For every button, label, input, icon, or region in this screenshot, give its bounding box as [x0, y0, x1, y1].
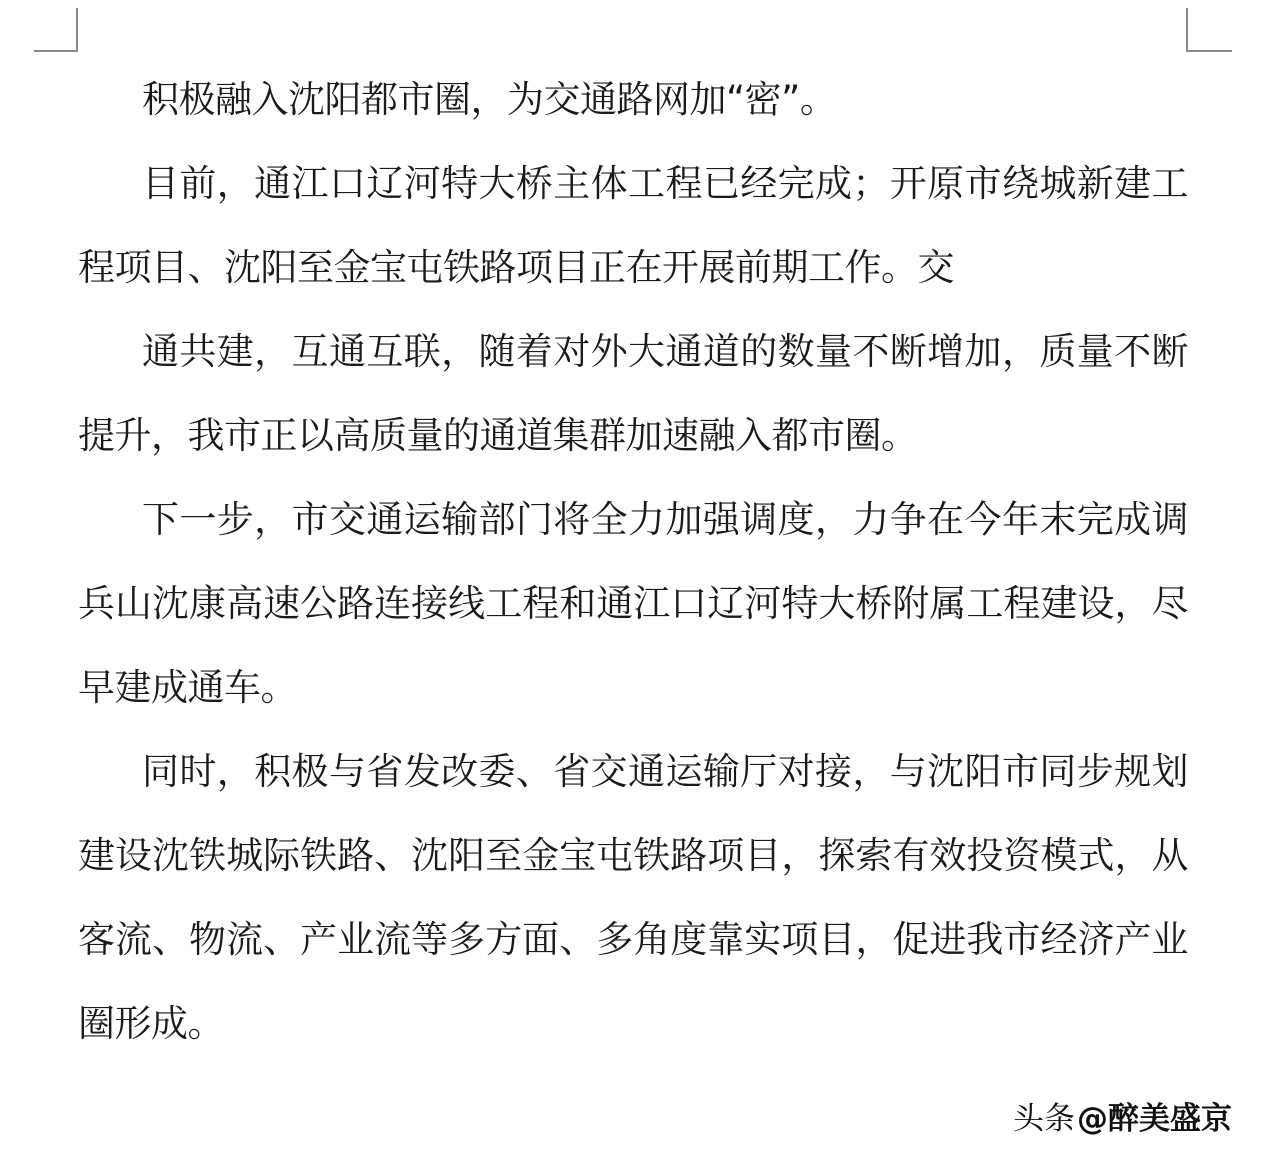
page-corner-mark-top-right [1186, 8, 1232, 52]
watermark [1013, 1090, 1232, 1140]
paragraph-2: 目前，通江口辽河特大桥主体工程已经完成；开原市绕城新建工程项目、沈阳至金宝屯铁路项目正在开展前期工作。交 [78, 162, 1188, 289]
watermark-handle: @醉美盛京 [1077, 1100, 1232, 1137]
page-corner-mark-top-left [34, 8, 78, 52]
paragraph-5: 同时，积极与省发改委、省交通运输厅对接，与沈阳市同步规划建设沈铁城际铁路、沈阳至金宝屯铁路项目，探索有效投资模式，从客流、物流、产业流等多方面、多角度靠实项目，促进我市经济产业圈形成。 [78, 750, 1188, 1045]
paragraph-3: 通共建，互通互联，随着对外大通道的数量不断增加，质量不断提升，我市正以高质量的通道集群加速融入都市圈。 [78, 330, 1188, 457]
paragraph-1: 积极融入沈阳都市圈，为交通路网加“密”。 [142, 78, 837, 121]
paragraph-4: 下一步，市交通运输部门将全力加强调度，力争在今年末完成调兵山沈康高速公路连接线工程和通江口辽河特大桥附属工程建设，尽早建成通车。 [78, 498, 1188, 709]
document-body [78, 58, 1188, 1066]
watermark-brand: 头条 [1013, 1100, 1075, 1137]
